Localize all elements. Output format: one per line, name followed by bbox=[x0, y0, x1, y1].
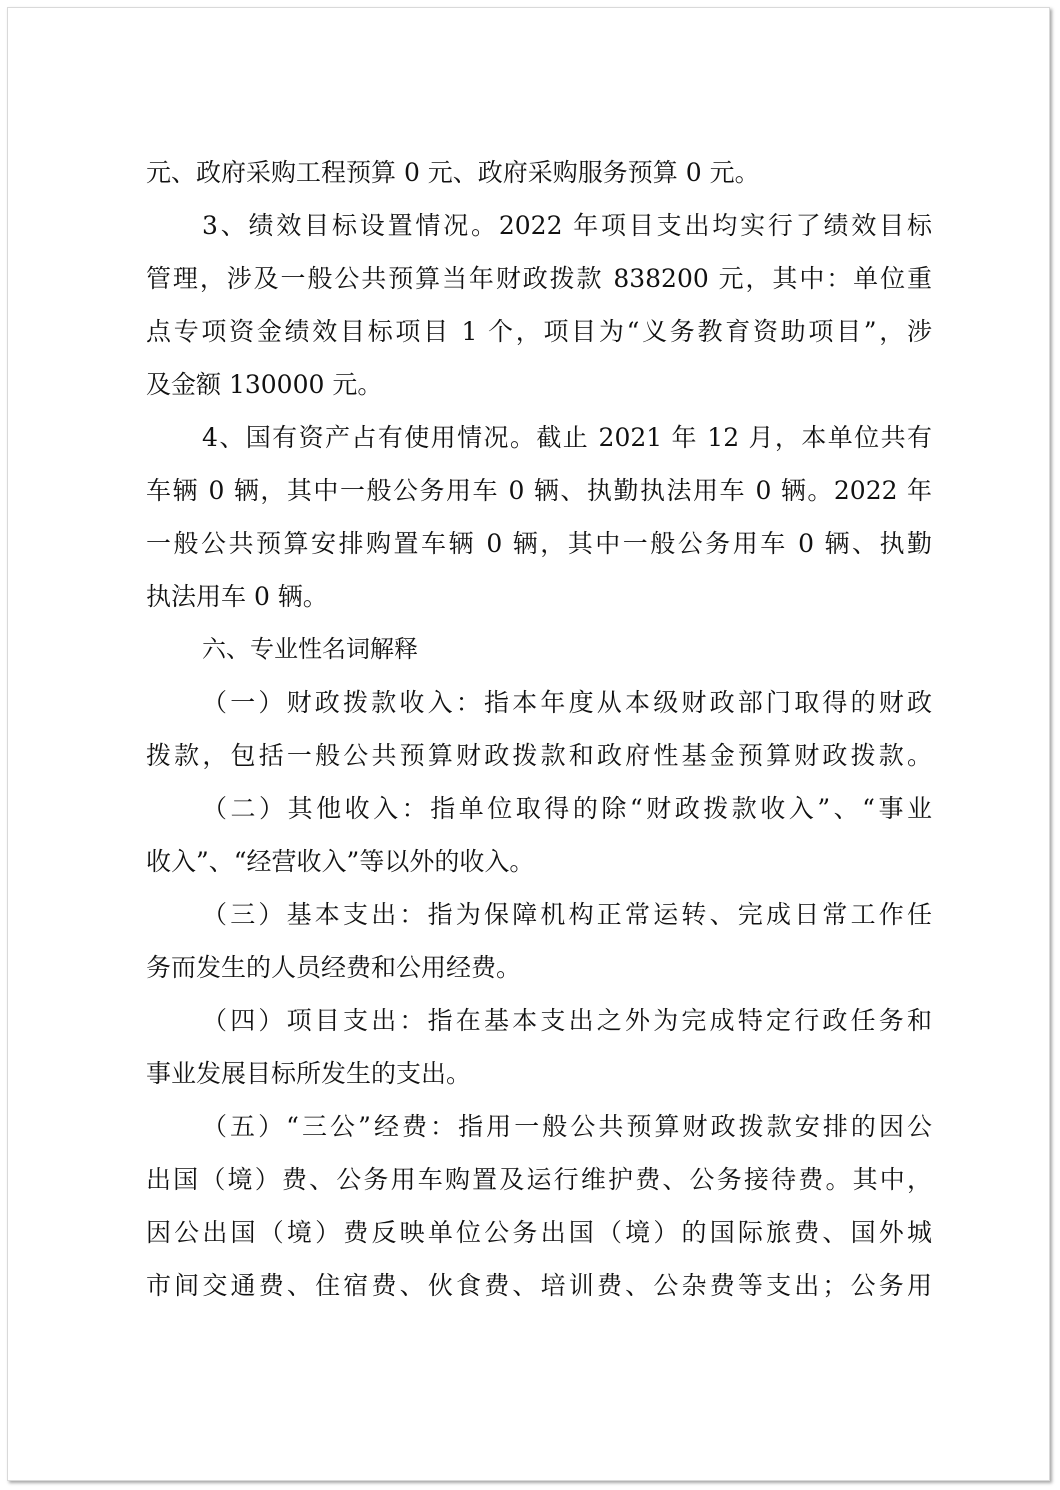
text-line: 务而发生的人员经费和公用经费。 bbox=[146, 953, 522, 982]
paragraph-first-line: （二）其他收入：指单位取得的除“财政拨款收入”、“事业 bbox=[202, 794, 932, 823]
text-line: 因公出国（境）费反映单位公务出国（境）的国际旅费、国外城 bbox=[146, 1218, 932, 1247]
paragraph-first-line: 4、国有资产占有使用情况。截止 2021 年 12 月，本单位共有 bbox=[202, 423, 932, 452]
text-line: 执法用车 0 辆。 bbox=[146, 582, 328, 611]
text-line: 事业发展目标所发生的支出。 bbox=[146, 1059, 472, 1088]
text-line: 元、政府采购工程预算 0 元、政府采购服务预算 0 元。 bbox=[146, 158, 760, 187]
text-line: 市间交通费、住宿费、伙食费、培训费、公杂费等支出；公务用 bbox=[146, 1271, 932, 1300]
text-line: 车辆 0 辆，其中一般公务用车 0 辆、执勤执法用车 0 辆。2022 年 bbox=[146, 476, 932, 505]
paragraph-first-line: （一）财政拨款收入：指本年度从本级财政部门取得的财政 bbox=[202, 688, 932, 717]
text-line: 及金额 130000 元。 bbox=[146, 370, 383, 399]
text-line: 收入”、“经营收入”等以外的收入。 bbox=[146, 847, 535, 876]
section-heading: 六、专业性名词解释 bbox=[202, 635, 418, 663]
text-line: 出国（境）费、公务用车购置及运行维护费、公务接待费。其中， bbox=[146, 1165, 932, 1194]
page-frame bbox=[7, 7, 1050, 1481]
text-line: 拨款，包括一般公共预算财政拨款和政府性基金预算财政拨款。 bbox=[146, 741, 932, 770]
paragraph-first-line: （五）“三公”经费：指用一般公共预算财政拨款安排的因公 bbox=[202, 1112, 932, 1141]
text-line: 管理，涉及一般公共预算当年财政拨款 838200 元，其中：单位重 bbox=[146, 264, 932, 293]
text-line: 点专项资金绩效目标项目 1 个，项目为“义务教育资助项目”，涉 bbox=[146, 317, 932, 346]
text-line: 一般公共预算安排购置车辆 0 辆，其中一般公务用车 0 辆、执勤 bbox=[146, 529, 932, 558]
paragraph-first-line: （四）项目支出：指在基本支出之外为完成特定行政任务和 bbox=[202, 1006, 932, 1035]
paragraph-first-line: 3、绩效目标设置情况。2022 年项目支出均实行了绩效目标 bbox=[202, 211, 932, 240]
paragraph-first-line: （三）基本支出：指为保障机构正常运转、完成日常工作任 bbox=[202, 900, 932, 929]
document-body bbox=[146, 146, 932, 1312]
